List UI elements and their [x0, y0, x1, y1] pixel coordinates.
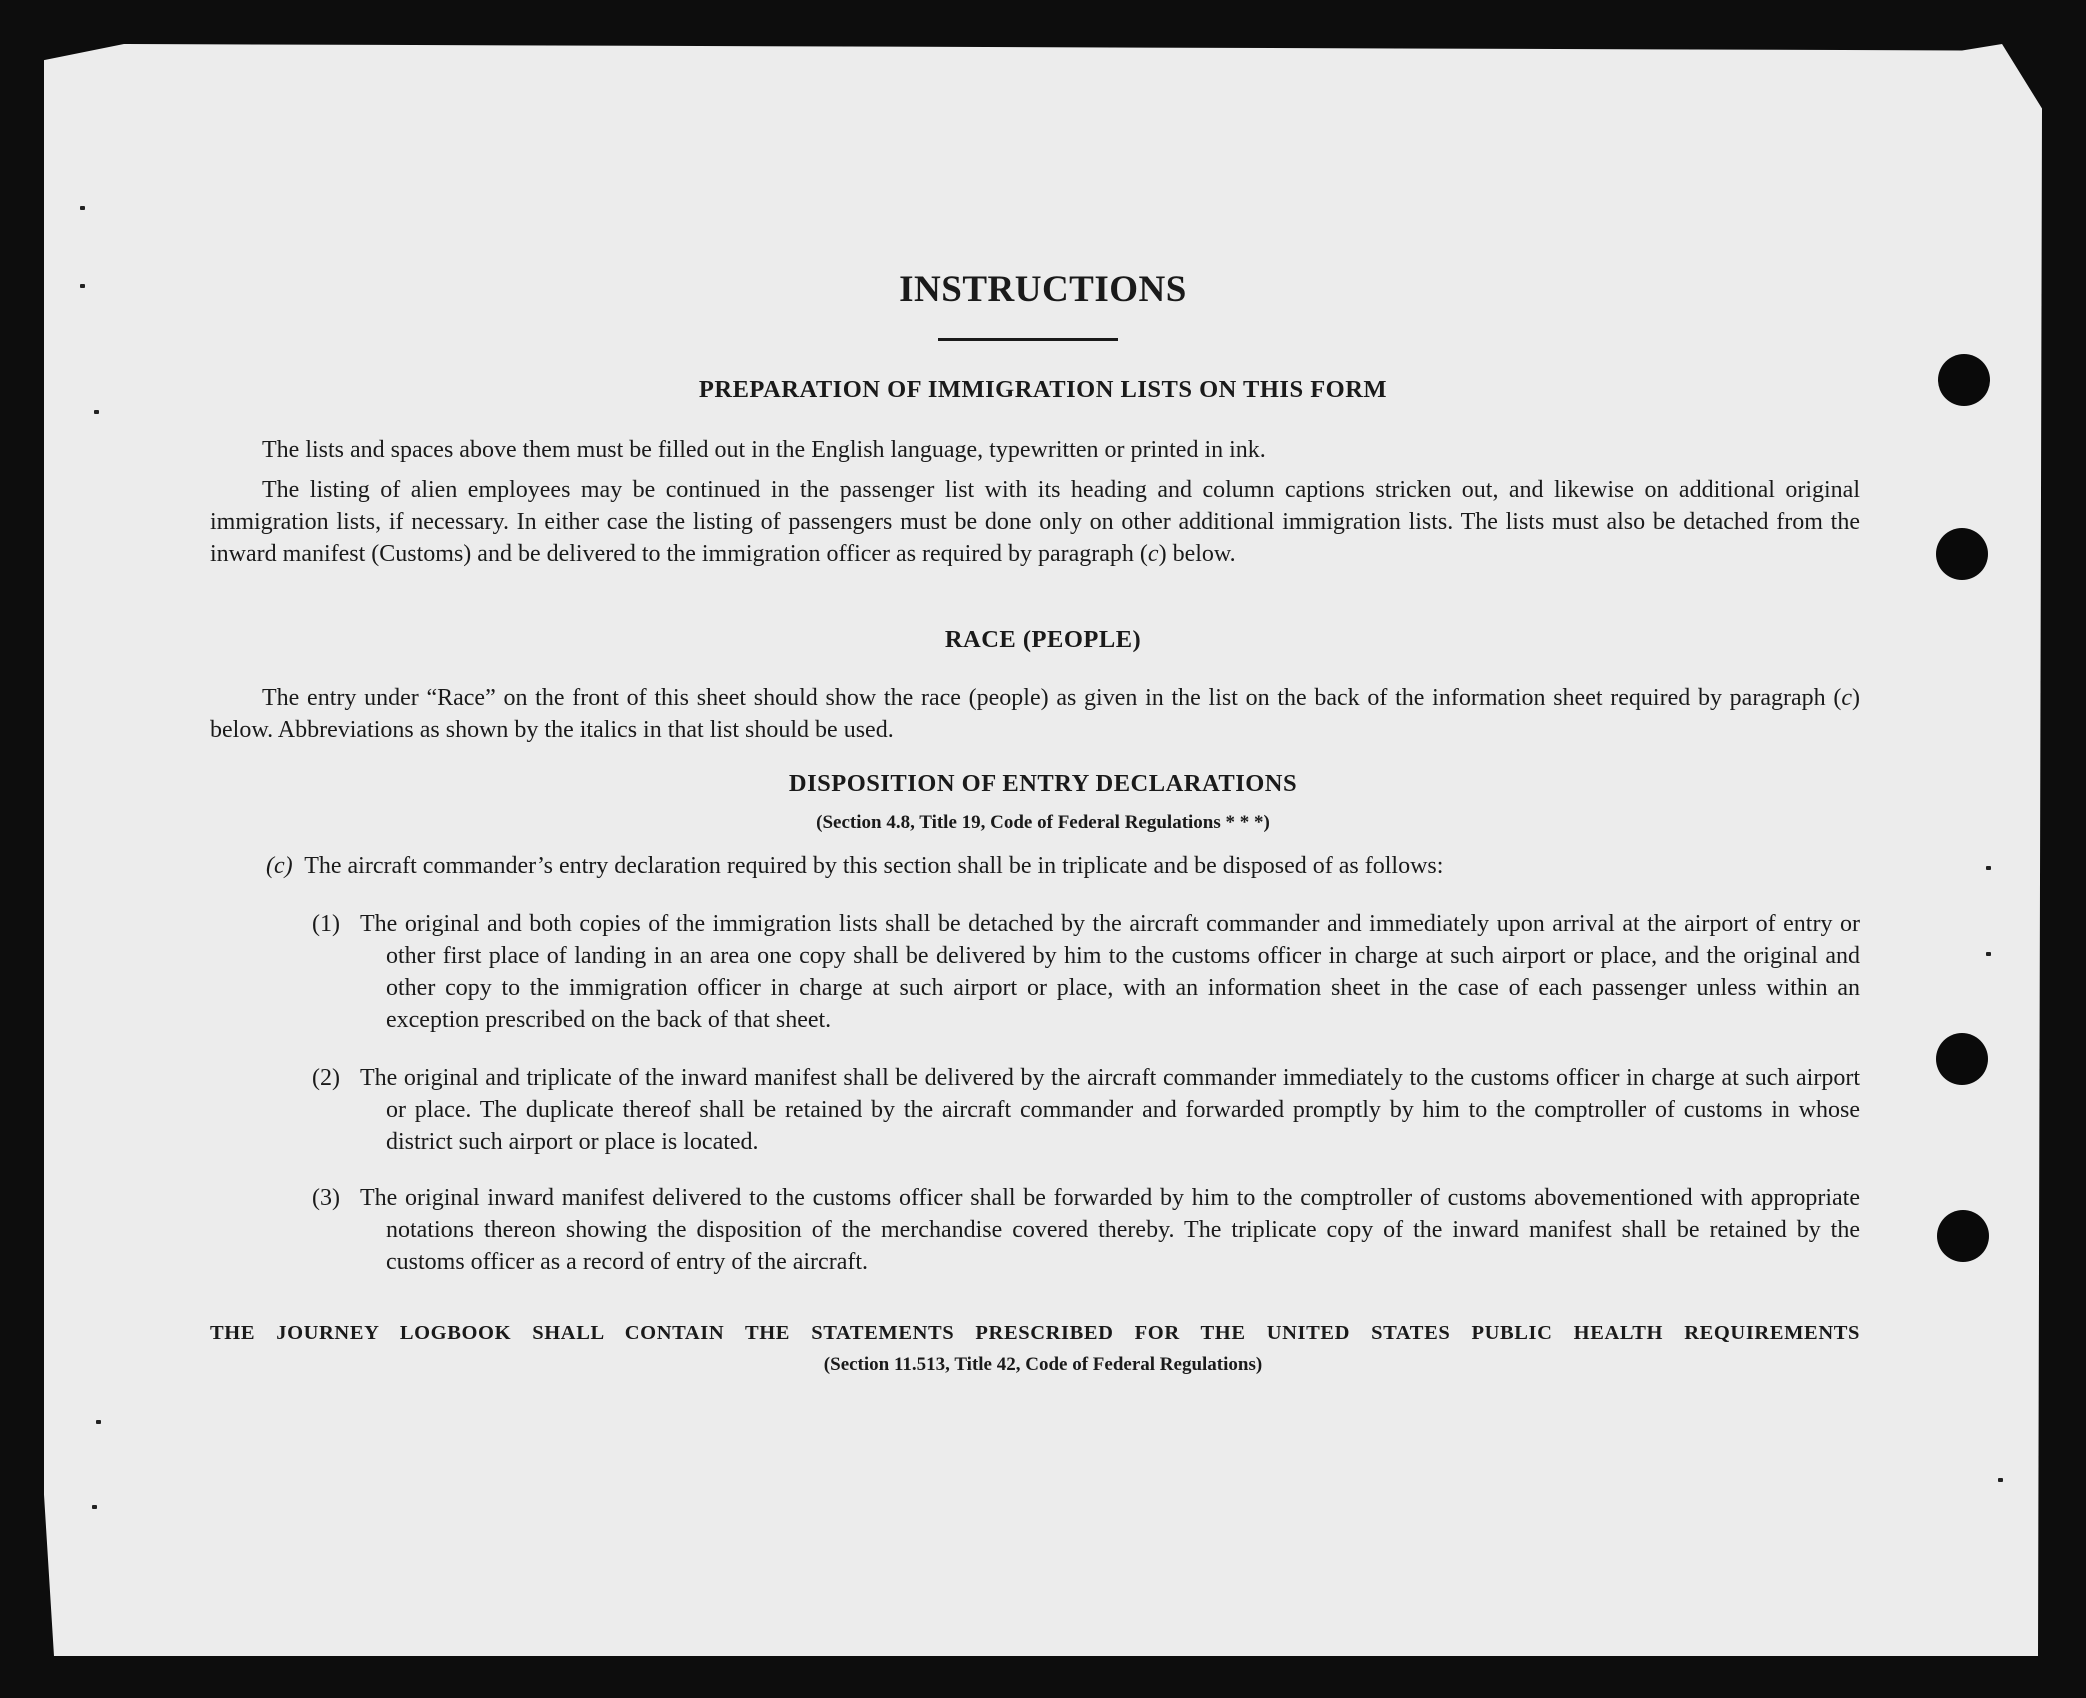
speck — [92, 1505, 97, 1509]
speck — [96, 1420, 101, 1424]
page-title: INSTRUCTIONS — [899, 269, 1187, 310]
list-item — [312, 1062, 1860, 1158]
footer-citation: (Section 11.513, Title 42, Code of Federal Regulations) — [823, 1354, 1263, 1375]
list-item-number: (3) — [312, 1185, 340, 1211]
section-heading-preparation: PREPARATION OF IMMIGRATION LISTS ON THIS FORM — [698, 376, 1388, 403]
clause-label: (c) — [266, 853, 293, 879]
paragraph-preparation-1: The lists and spaces above them must be filled out in the English language, typewritten or printed in ink. — [262, 437, 1266, 463]
title-underline — [938, 338, 1118, 341]
section-heading-disposition: DISPOSITION OF ENTRY DECLARATIONS — [788, 770, 1298, 797]
list-item-text: The original and triplicate of the inward manifest shall be delivered by the aircraft commander immediately to the customs officer in charge at such airport or place. The duplicate thereof shall be retained by the aircraft commander and forwarded promptly by him to the comptroller of customs in whose district such airport or place is located. — [360, 1065, 1860, 1155]
punch-hole — [1936, 528, 1988, 580]
footer-statement: THE JOURNEY LOGBOOK SHALL CONTAIN THE STATEMENTS PRESCRIBED FOR THE UNITED STATES PUBLIC HEALTH REQUIREMENTS — [210, 1322, 1860, 1344]
section-citation-disposition: (Section 4.8, Title 19, Code of Federal Regulations * * *) — [816, 812, 1270, 833]
list-item — [312, 908, 1860, 1036]
clause-text: The aircraft commander’s entry declaration required by this section shall be in triplicate and be disposed of as follows: — [304, 853, 1444, 879]
list-item-text: The original and both copies of the immigration lists shall be detached by the aircraft commander and immediately upon arrival at the airport of entry or other first place of landing in an area one copy shall be delivered by him to the customs officer in charge at such airport or place, and the original and other copy to the immigration officer in charge at such airport or place, with an information sheet in the case of each passenger unless within an exception prescribed on the back of that sheet. — [360, 911, 1860, 1033]
list-item-text: The original inward manifest delivered to the customs officer shall be forwarded by him to the comptroller of customs abovementioned with appropriate notations thereon showing the disposition of the merchandise covered thereby. The triplicate copy of the inward manifest shall be retained by the customs officer as a record of entry of the aircraft. — [360, 1185, 1860, 1275]
speck — [1986, 866, 1991, 870]
speck — [80, 206, 85, 210]
speck — [94, 410, 99, 414]
speck — [1986, 952, 1991, 956]
list-item-number: (1) — [312, 911, 340, 937]
punch-hole — [1936, 1033, 1988, 1085]
list-item — [312, 1182, 1860, 1278]
paragraph-race-1: The entry under “Race” on the front of this sheet should show the race (people) as given in the list on the back of the information sheet required by paragraph (c) below. Abbreviations as shown by the italics in that list should be used. — [210, 685, 1860, 743]
paragraph-preparation-2: The listing of alien employees may be continued in the passenger list with its heading and column captions stricken out, and likewise on additional original immigration lists, if necessary. In either case the listing of passengers must be done only on other additional immigration lists. The lists must also be detached from the inward manifest (Customs) and be delivered to the immigration officer as required by paragraph (c) below. — [210, 477, 1860, 567]
section-heading-race: RACE (PEOPLE) — [944, 626, 1142, 653]
punch-hole — [1937, 1210, 1989, 1262]
speck — [1998, 1478, 2003, 1482]
list-item-number: (2) — [312, 1065, 340, 1091]
clause-c — [266, 850, 1866, 882]
